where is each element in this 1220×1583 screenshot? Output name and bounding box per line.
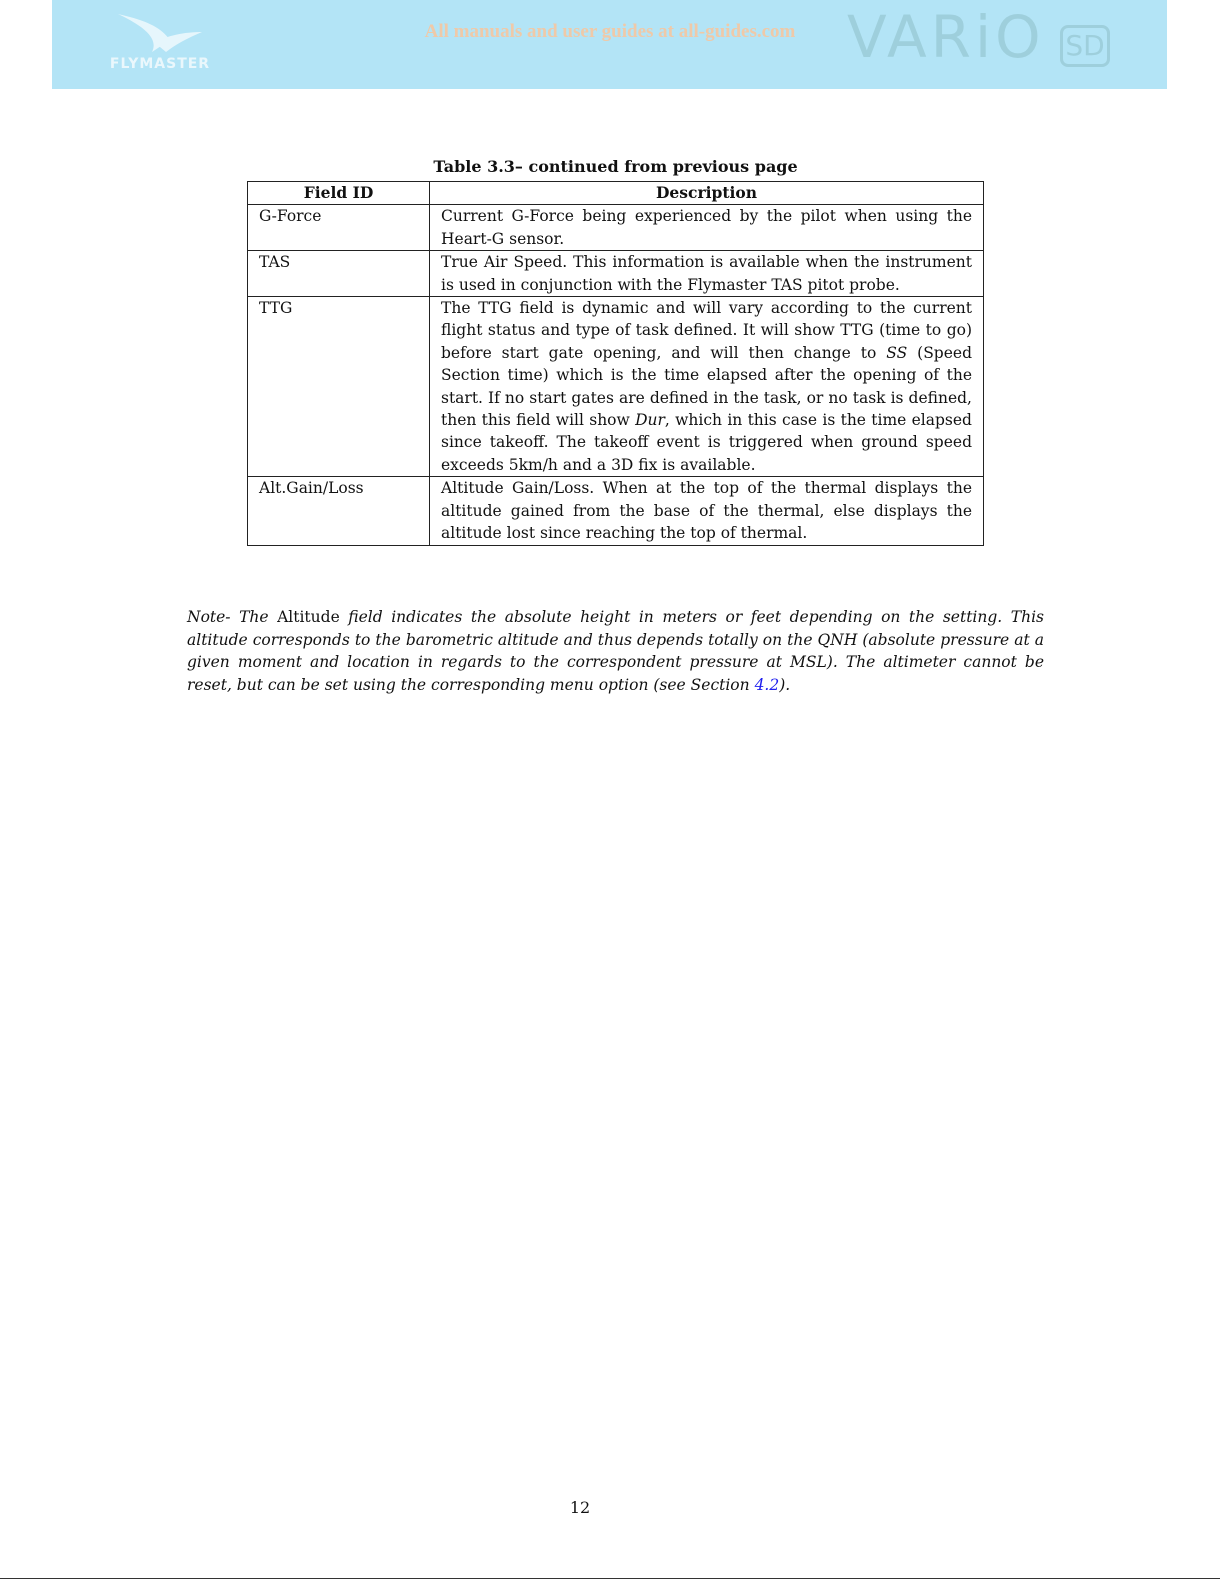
note-field-name: Altitude: [277, 608, 340, 626]
column-header-field-id: Field ID: [248, 182, 430, 205]
description-text: , which in this case is the time elapsed since takeoff. The takeoff event is triggered when ground speed exceeds 5km/h and a 3D fix is available.: [441, 411, 972, 474]
dur-term: Dur: [635, 411, 665, 430]
table-row: [248, 477, 984, 545]
page-number: 12: [569, 1498, 591, 1517]
column-header-description: Description: [430, 182, 984, 205]
description-text: (Speed Section time) which is the time elapsed after the opening of the start. If no start gates are defined in the task, or no task is defined, then this field will show: [441, 343, 972, 430]
page-header: [52, 0, 1167, 89]
description-cell: [430, 297, 984, 477]
section-link[interactable]: 4.2: [754, 675, 780, 694]
field-id-cell: TTG: [248, 297, 430, 477]
description-cell: Current G-Force being experienced by the pilot when using the Heart-G sensor.: [430, 205, 984, 251]
brand-wordmark: VARiO: [847, 3, 1045, 71]
description-cell: True Air Speed. This information is available when the instrument is used in conjunction with the Flymaster TAS pitot probe.: [430, 251, 984, 297]
description-text: The TTG field is dynamic and will vary according to the current flight status and type of task defined. It will show TTG (time to go) before start gate opening, and will then change to: [441, 299, 972, 362]
logo-text: FLYMASTER: [109, 56, 211, 72]
field-table: [247, 181, 984, 546]
ss-term: SS: [886, 343, 908, 362]
note-body: field indicates the absolute height in meters or feet depending on the setting. This altitude corresponds to the barometric altitude and thus depends totally on the QNH (absolute pressure at a given moment and location in regards to the correspondent pressure at MSL). The altimeter cannot be reset, but can be set using the corresponding menu option (see Section: [187, 608, 1044, 694]
flymaster-logo-icon: [114, 12, 204, 56]
table-row: [248, 205, 984, 251]
table-row: [248, 297, 984, 477]
bottom-divider: [0, 1578, 1220, 1579]
field-id-cell: TAS: [248, 251, 430, 297]
description-cell: Altitude Gain/Loss. When at the top of the thermal displays the altitude gained from the base of the thermal, else displays the altitude lost since reaching the top of thermal.: [430, 477, 984, 545]
field-id-cell: G-Force: [248, 205, 430, 251]
note-paragraph: [187, 606, 1044, 696]
brand-sd-badge: SD: [1060, 25, 1110, 67]
watermark-link[interactable]: All manuals and user guides at all-guides.com: [424, 21, 796, 42]
field-id-cell: Alt.Gain/Loss: [248, 477, 430, 545]
table-row: [248, 251, 984, 297]
table-header-row: [248, 182, 984, 205]
note-suffix: ).: [779, 675, 791, 694]
note-prefix: Note- The: [187, 608, 278, 626]
table-caption: Table 3.3– continued from previous page: [433, 157, 798, 176]
